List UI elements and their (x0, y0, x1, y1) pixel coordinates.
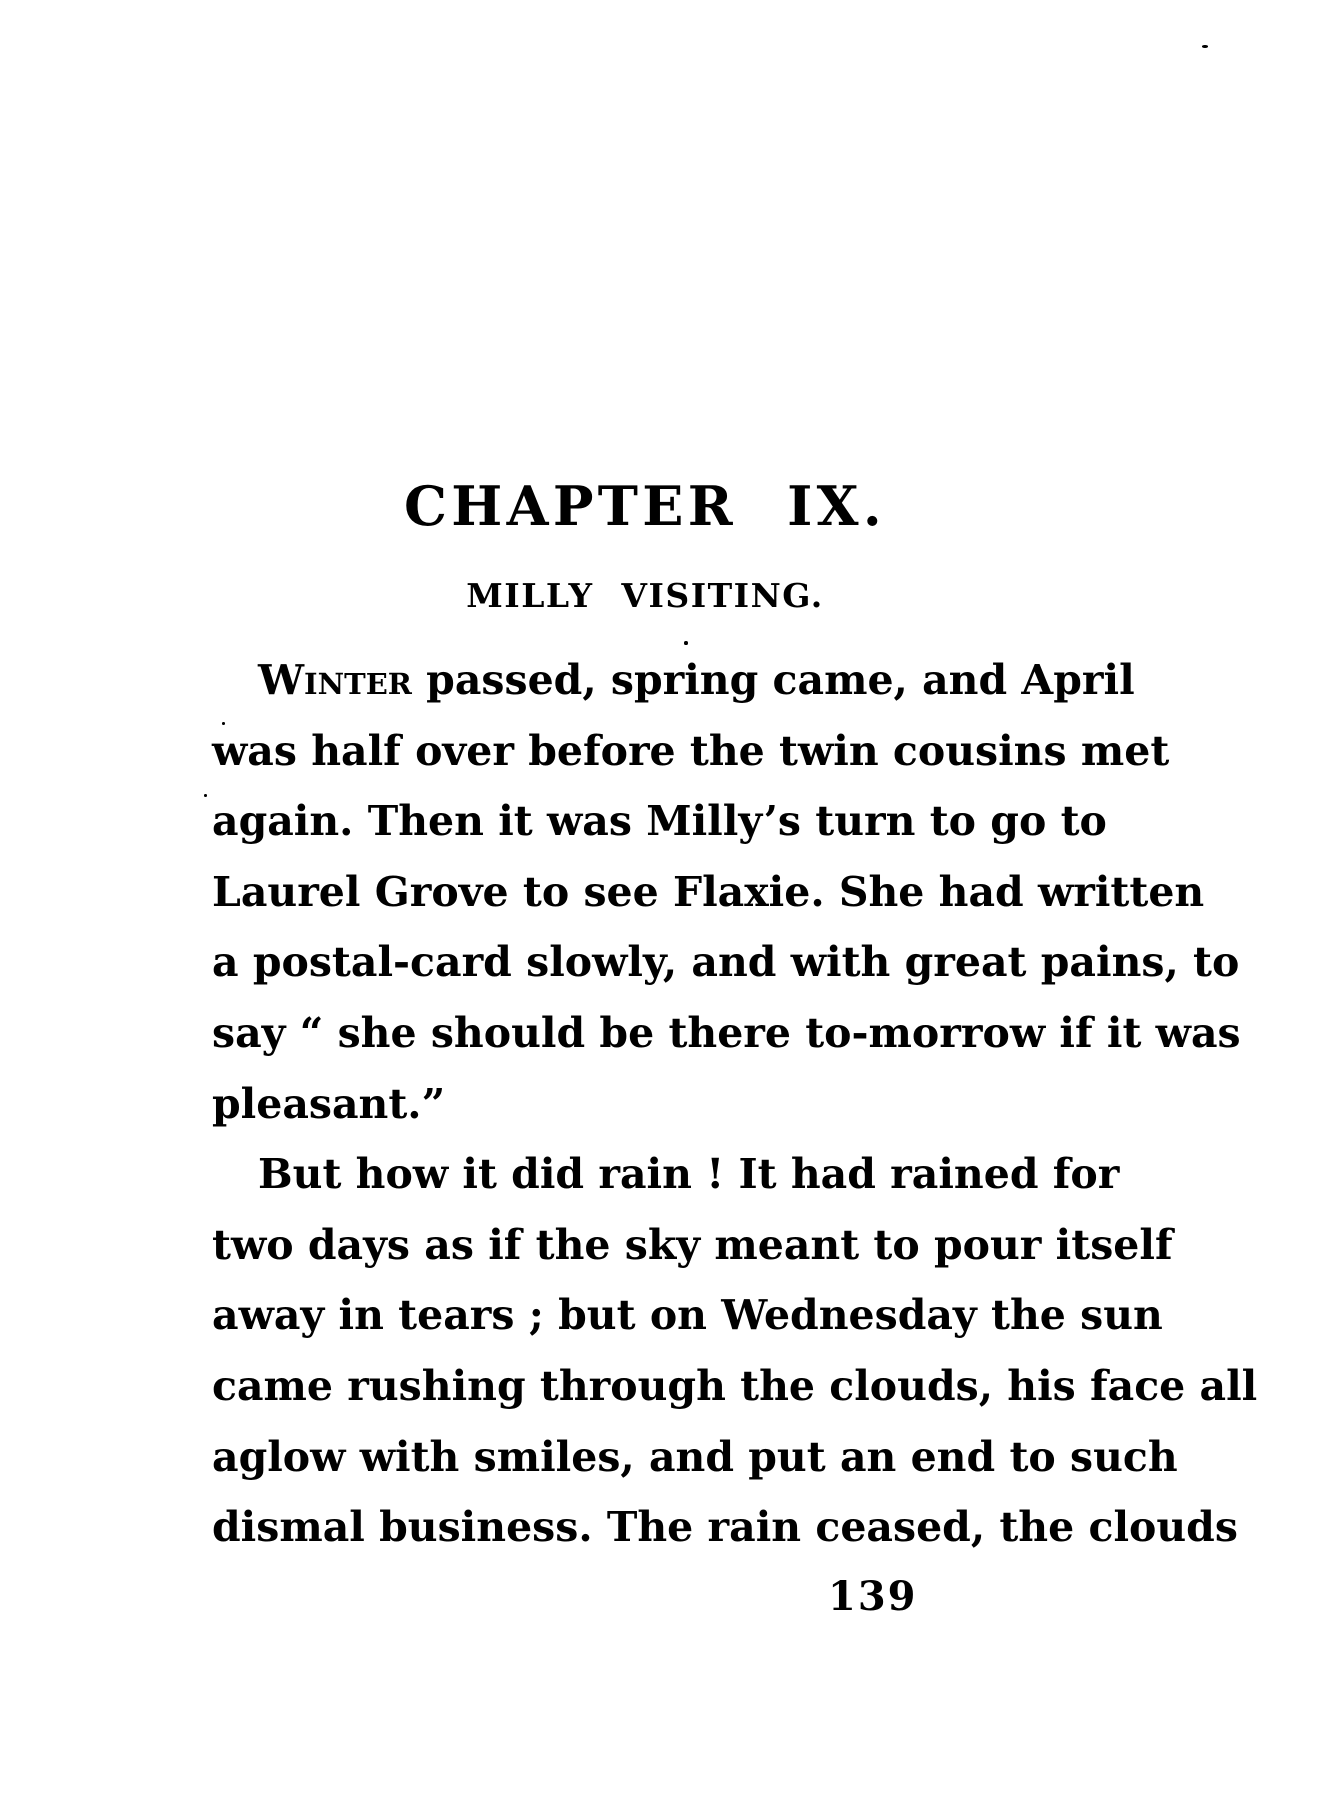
text-line: again. Then it was Milly’s turn to go to (212, 797, 1107, 846)
text-line: two days as if the sky meant to pour itself (212, 1220, 1173, 1269)
text-line: say “ she should be there to-morrow if it was (212, 1008, 1241, 1057)
text-line: a postal-card slowly, and with great pains, to (212, 938, 1240, 987)
small-caps-word: Winter (258, 656, 412, 704)
text-line: away in tears ; but on Wednesday the sun (212, 1291, 1163, 1340)
section-heading: MILLY VISITING. (466, 576, 824, 615)
text-line: was half over before the twin cousins met (212, 726, 1170, 775)
text-line: Laurel Grove to see Flaxie. She had written (212, 867, 1205, 916)
ink-speck (1202, 45, 1208, 48)
text-line: dismal business. The rain ceased, the clouds (212, 1503, 1238, 1552)
chapter-heading: CHAPTER IX. (404, 474, 886, 538)
text-line: Winter passed, spring came, and April (258, 656, 1135, 704)
text-line: But how it did rain ! It had rained for (258, 1150, 1120, 1199)
text-line: pleasant.” (212, 1079, 446, 1128)
body-text (212, 645, 1258, 1563)
text-line: came rushing through the clouds, his face all (212, 1361, 1258, 1410)
page-number: 139 (828, 1573, 918, 1620)
text-line: aglow with smiles, and put an end to such (212, 1432, 1178, 1481)
ink-speck (684, 641, 688, 645)
ink-speck (222, 722, 225, 725)
ink-speck (204, 794, 207, 797)
